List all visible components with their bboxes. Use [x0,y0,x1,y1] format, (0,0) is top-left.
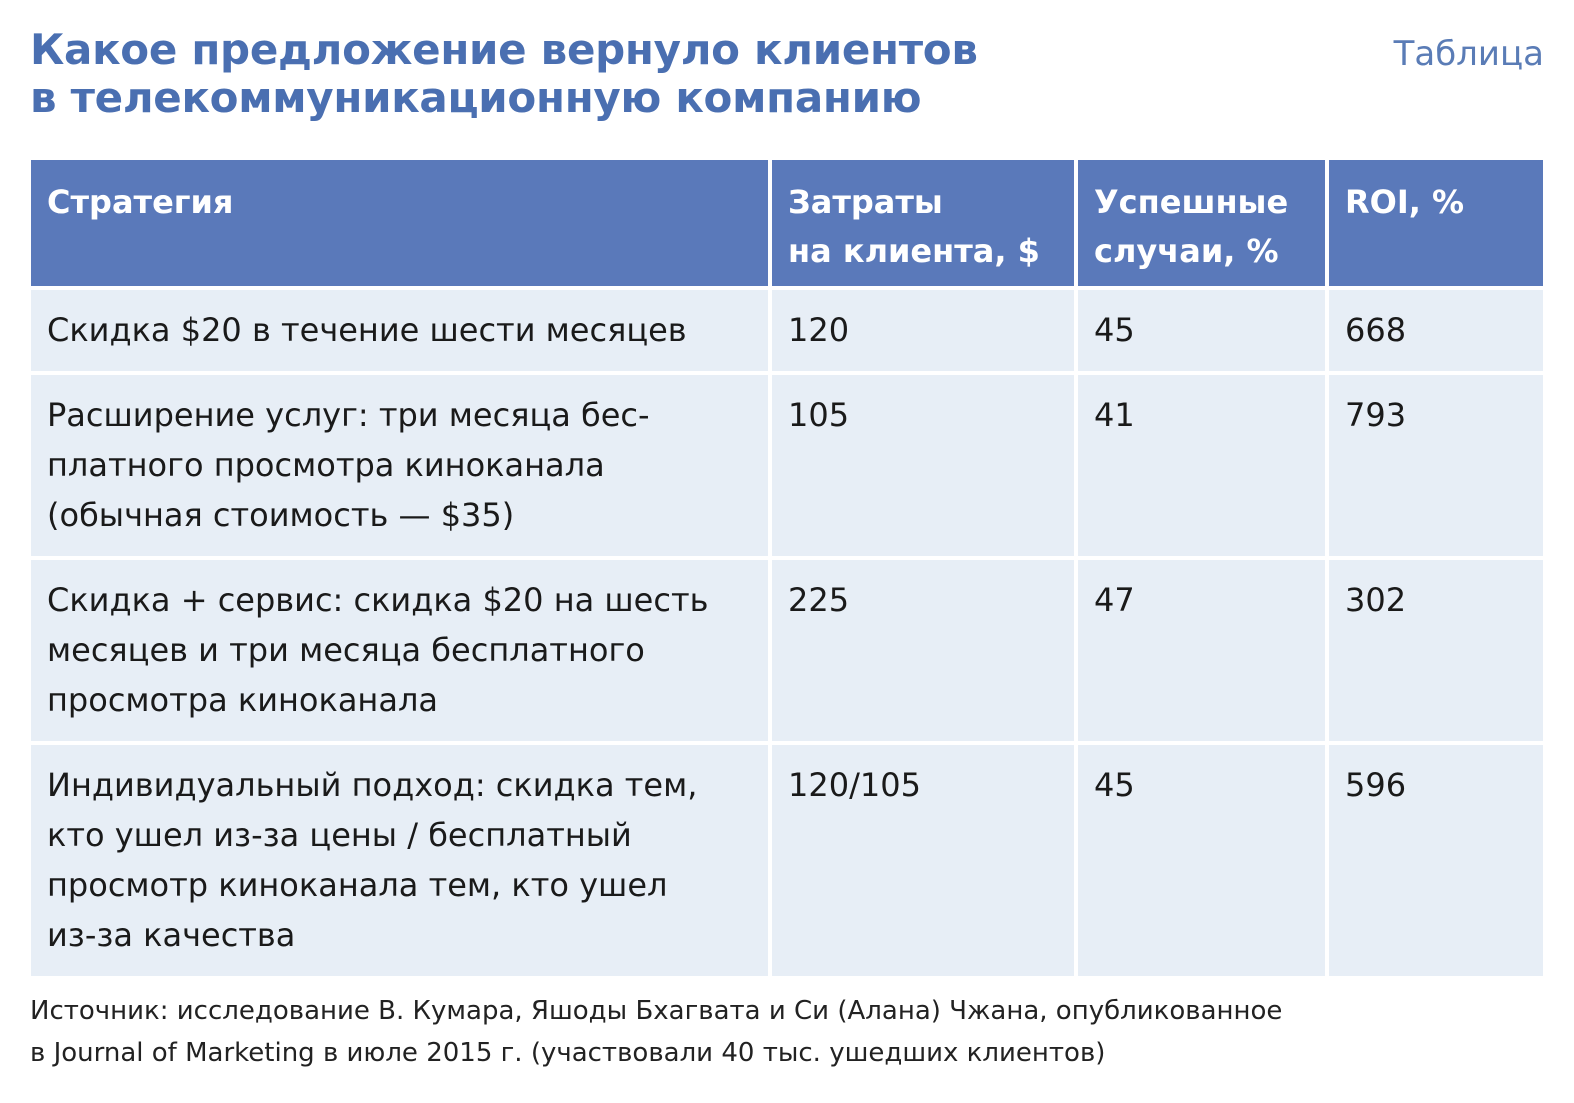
cell-success: 47 [1076,558,1327,743]
header-line: случаи, % [1094,232,1279,270]
strategy-line: месяцев и три месяца бесплатного [47,631,645,669]
source-line: Источник: исследование В. Кумара, Яшоды Бхагвата и Си (Алана) Чжана, опубликованное [30,996,1283,1026]
table-title-line: Какое предложение вернуло клиентов [30,25,978,74]
source-note [30,990,1530,1074]
header-strategy [29,158,770,288]
strategy-line: из-за качества [47,916,296,954]
table-title-line: в телекоммуникационную компанию [30,73,922,122]
cell-strategy [29,288,770,373]
source-line: в Journal of Marketing в июле 2015 г. (участвовали 40 тыс. ушедших клиентов) [30,1038,1106,1068]
strategy-line: кто ушел из-за цены / бесплатный [47,816,632,854]
strategy-line: просмотр киноканала тем, кто ушел [47,866,668,904]
cell-cost: 225 [770,558,1076,743]
cell-success: 45 [1076,288,1327,373]
header-line: Успешные [1094,183,1289,221]
header-line: ROI, % [1345,183,1465,221]
cell-roi: 596 [1327,743,1545,978]
strategy-line: Скидка + сервис: скидка $20 на шесть [47,581,709,619]
table-title [30,26,1230,122]
cell-roi: 793 [1327,373,1545,558]
header-row [29,158,1545,288]
header-success [1076,158,1327,288]
cell-success: 45 [1076,743,1327,978]
table-row [29,288,1545,373]
strategy-line: Индивидуальный подход: скидка тем, [47,766,698,804]
table-row [29,743,1545,978]
cell-cost: 120 [770,288,1076,373]
header-line: Затраты [788,183,943,221]
strategy-line: Скидка $20 в течение шести месяцев [47,311,687,349]
cell-roi: 302 [1327,558,1545,743]
table-row [29,558,1545,743]
cell-strategy [29,373,770,558]
header-line: Стратегия [47,183,234,221]
header-cost [770,158,1076,288]
table-label: Таблица [1393,34,1544,74]
strategy-line: (обычная стоимость — $35) [47,496,515,534]
table-row [29,373,1545,558]
cell-success: 41 [1076,373,1327,558]
cell-strategy [29,558,770,743]
strategy-line: Расширение услуг: три месяца бес- [47,396,650,434]
strategy-line: платного просмотра киноканала [47,446,605,484]
strategy-line: просмотра киноканала [47,681,439,719]
cell-cost: 105 [770,373,1076,558]
cell-roi: 668 [1327,288,1545,373]
cell-strategy [29,743,770,978]
header-roi [1327,158,1545,288]
header-line: на клиента, $ [788,232,1040,270]
strategies-table [27,156,1547,980]
cell-cost: 120/105 [770,743,1076,978]
